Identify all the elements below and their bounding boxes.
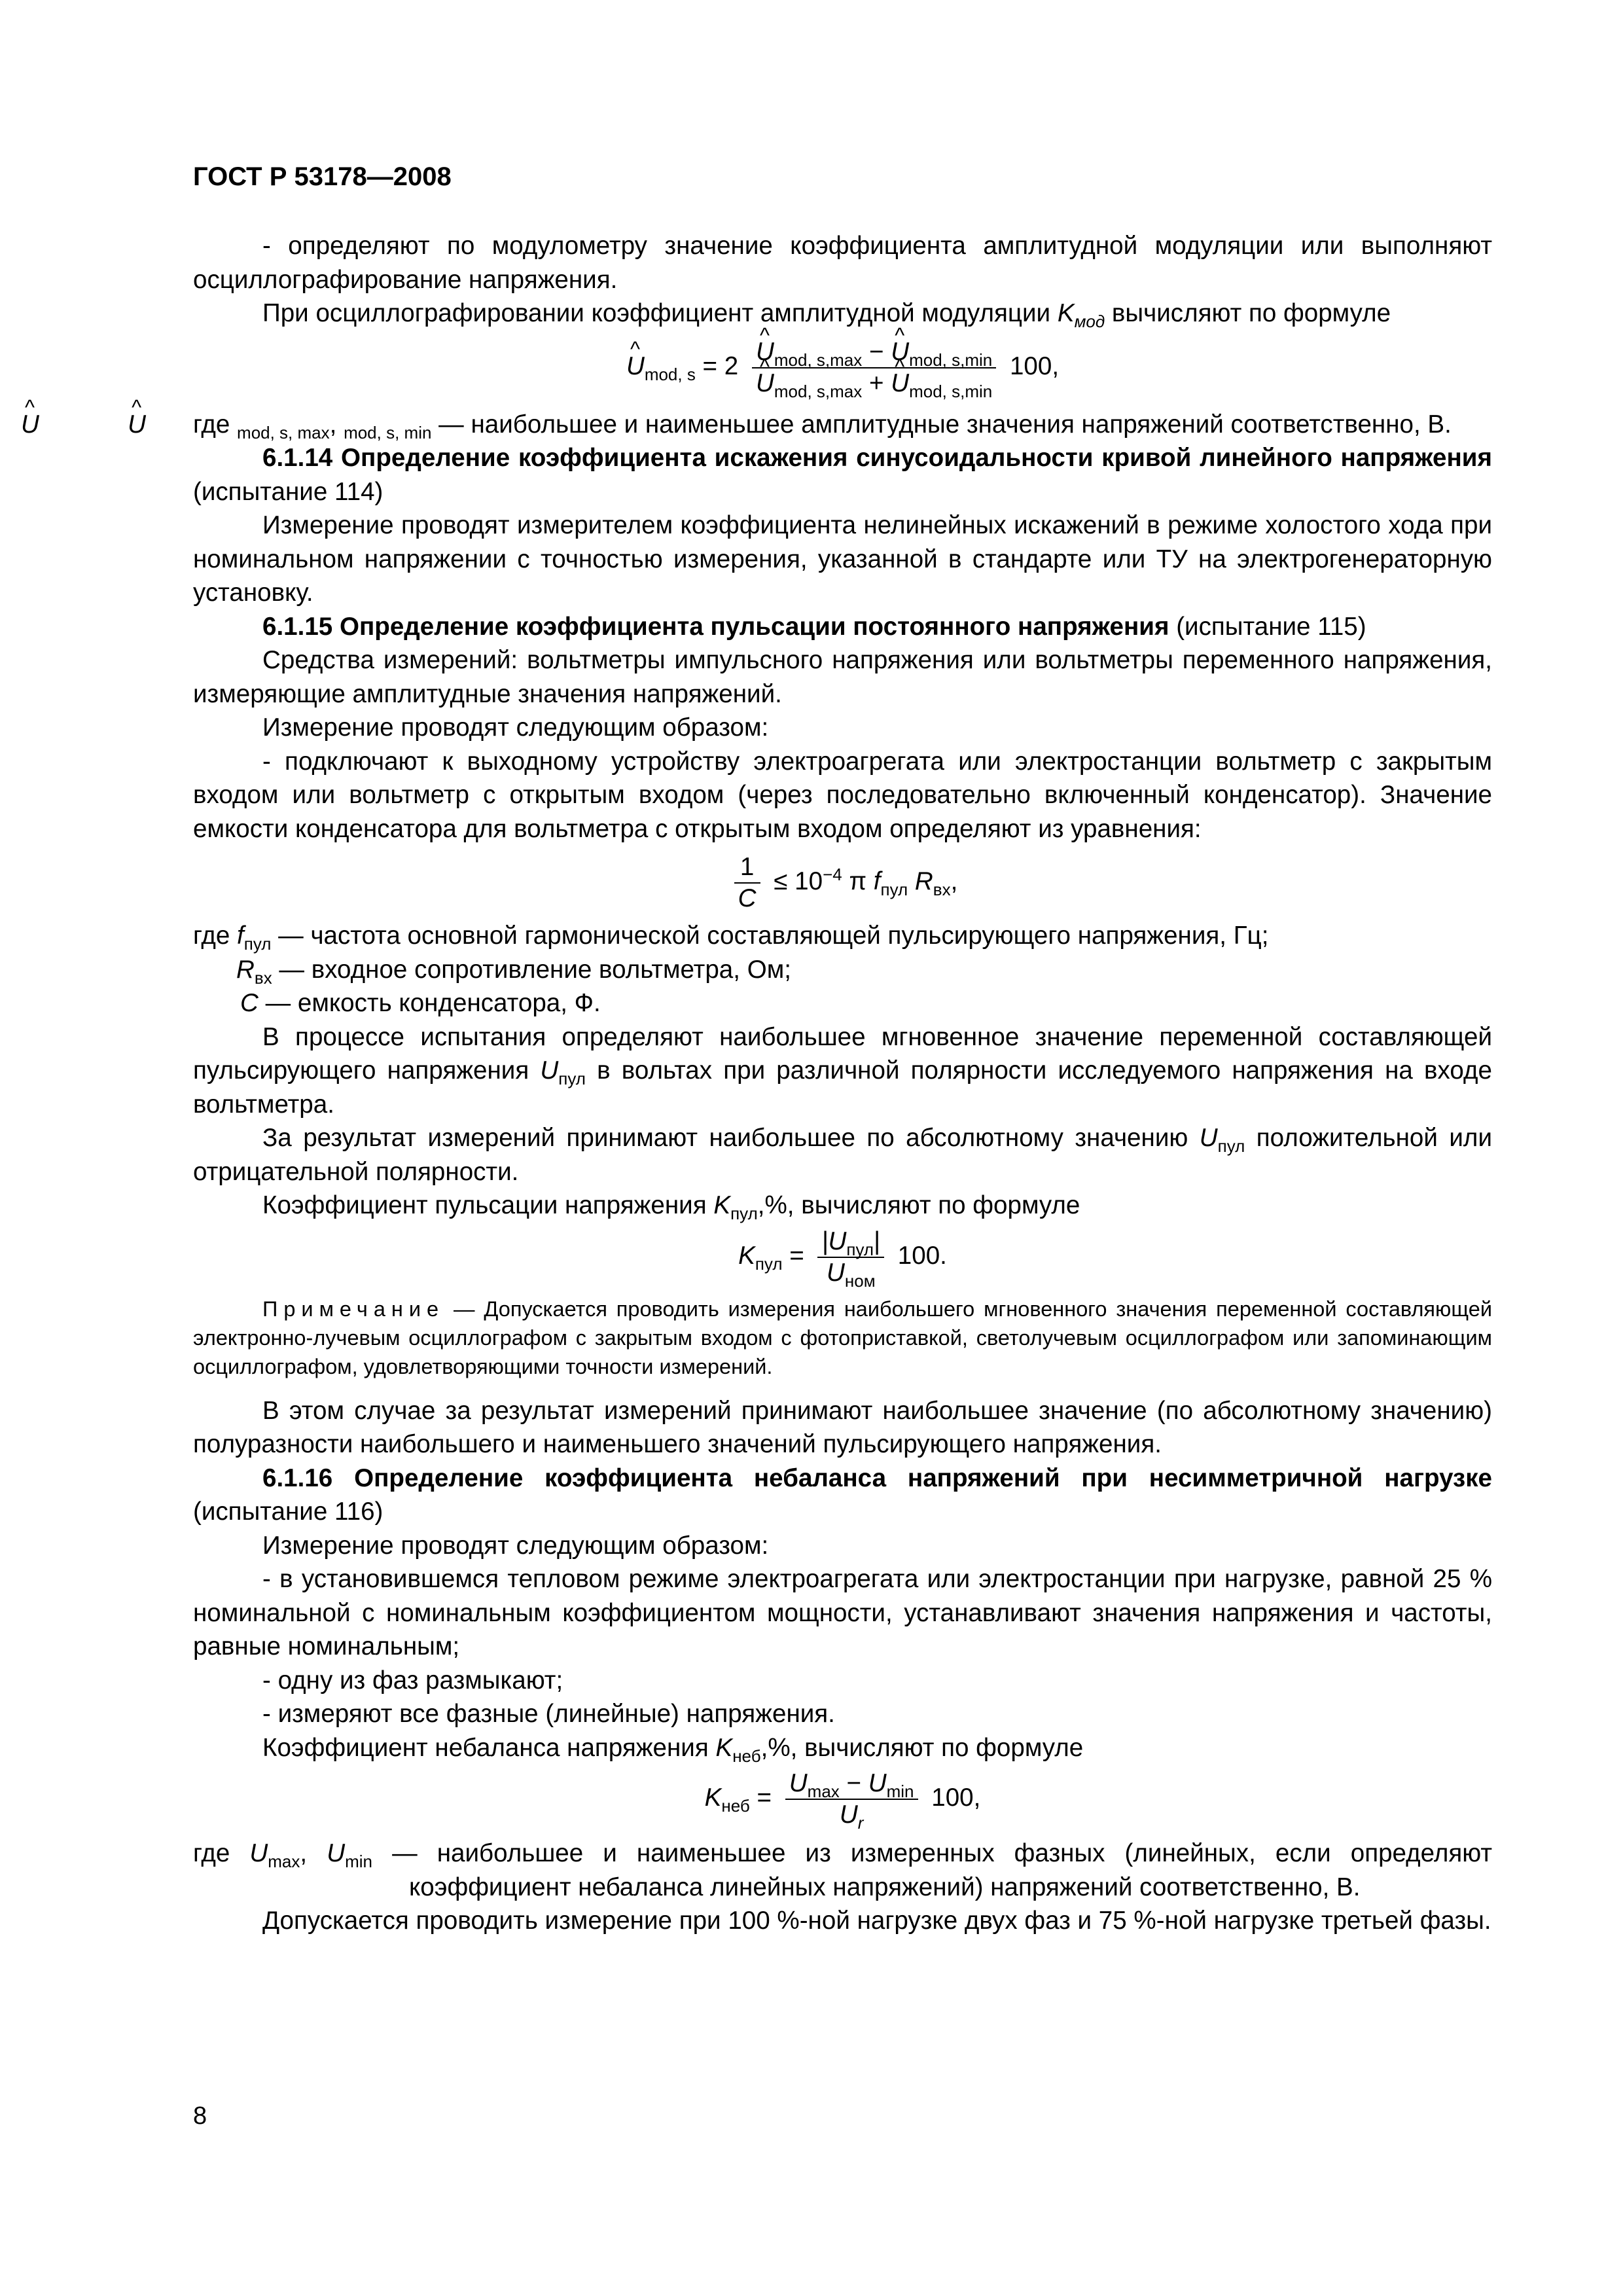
formula-imbalance: $K_{неб}$ = $\frac{U_{max} - U_{min}}{U_r}$ 100, (704, 1769, 981, 1833)
paragraph: Измерение проводят следующим образом: (262, 713, 769, 742)
document-header: ГОСТ Р 53178—2008 (193, 162, 452, 191)
paragraph: - определяют по модулометру значение коэффициента амплитудной модуляции или выполняют осциллографирование напряжения. (193, 232, 1492, 294)
where-clause: где U $_{mod, s, max}$, U $_{mod, s, min}$ — наибольшее и наименьшее амплитудные значения напряжений соответственно, В. (21, 410, 1452, 442)
paragraph: Коэффициент пульсации напряжения $K_{пул},\%$, вычисляют по формуле (262, 1191, 1080, 1223)
formula-capacitance: $\frac{1}{C}$ ≤ $10^{-4}$ π $f_{пул}$ $R_{вх}$, (193, 852, 1492, 914)
paragraph: Измерение проводят следующим образом: (262, 1531, 769, 1560)
paragraph: - измеряют все фазные (линейные) напряжения. (262, 1700, 835, 1728)
formula-modulation: ^ $U_{mod, s} = 2$ ^ $U_{mod, s,max}$ − ^ $U_{mod, s,min}$ ^ $U_{mod, s,max}$ + ^ $U_{mod, s,min}$ 100, (193, 337, 1492, 399)
paragraph: - одну из фаз размыкают; (262, 1666, 563, 1695)
paragraph: Средства измерений: вольтметры импульсного напряжения или вольтметры переменного напряжения, измеряющие амплитудные значения напряжений. (193, 646, 1492, 708)
where-clause: где $f_{пул}$ — частота основной гармонической составляющей пульсирующего напряжения, Гц; (193, 922, 1269, 954)
section-heading-6-1-14: 6.1.14 Определение коэффициента искажения синусоидальности кривой линейного напряжения (испытание 114) (193, 444, 1492, 506)
section-heading-6-1-16: 6.1.16 Определение коэффициента небаланса напряжений при несимметричной нагрузке (испытание 116) (193, 1463, 1492, 1526)
where-clause: где $U_{max}$, $U_{min}$ — наибольшее и наименьшее из измеренных фазных (линейных, если определяют коэффициент небаланса линейных напряжений) напряжений соответственно, В. (193, 1839, 1493, 1901)
paragraph: В процессе испытания определяют наибольшее мгновенное значение переменной составляющей пульсирующего напряжения $U_{пул}$ в вольтах при различной полярности исследуемого напряжения на входе вольтметра. (193, 1022, 1492, 1119)
paragraph: В этом случае за результат измерений принимают наибольшее значение (по абсолютному значению) полуразности наибольшего и наименьшего значений пульсирующего напряжения. (193, 1396, 1492, 1458)
fraction: ^ $U_{mod, s,max}$ − ^ $U_{mod, s,min}$ ^ $U_{mod, s,max}$ + ^ $U_{mod, s,min}$ (752, 337, 996, 399)
paragraph: - в установившемся тепловом режиме электроагрегата или электростанции при нагрузке, равной 25 % номинальной с номинальным коэффициентом мощности, устанавливают значения напряжения и частоты, равные номинальным; (193, 1565, 1492, 1660)
formula-ripple: $K_{пул}$ = $\frac{|U_{пул}|}{U_{ном}}$ 100. (738, 1227, 947, 1291)
paragraph: За результат измерений принимают наибольшее по абсолютному значению $U_{пул}$ положительной или отрицательной полярности. (193, 1124, 1492, 1186)
paragraph: Измерение проводят измерителем коэффициента нелинейных искажений в режиме холостого хода при номинальном напряжении с точностью измерения, указанной в стандарте или ТУ на электрогенераторную установку. (193, 511, 1492, 607)
where-clause: $R_{вх}$ — входное сопротивление вольтметра, Ом; (236, 955, 791, 988)
paragraph: При осциллографировании коэффициент амплитудной модуляции $K_{мод}$ вычисляют по формуле (262, 299, 1391, 331)
page-number: 8 (193, 2102, 207, 2130)
fraction: $\frac{|U_{пул}|}{U_{ном}}$ (817, 1227, 884, 1288)
paragraph: Коэффициент небаланса напряжения $K_{неб},\%$, вычисляют по формуле (262, 1733, 1084, 1766)
fraction: $\frac{1}{C}$ (734, 852, 760, 914)
fraction: $\frac{U_{max} - U_{min}}{U_r}$ (785, 1768, 918, 1830)
where-clause: C — емкость конденсатора, Ф. (240, 989, 601, 1017)
note: Примечание — Допускается проводить измерения наибольшего мгновенного значения переменной составляющей электронно-лучевым осциллографом с закрытым входом с фотоприставкой, светолучевым осциллографом или запоминающим осциллографом, удовлетворяющими точности измерений. (193, 1297, 1492, 1378)
paragraph: - подключают к выходному устройству электроагрегата или электростанции вольтметр с закрытым входом или вольтметр с открытым входом (через последовательно включенный конденсатор). Значение емкости конденсатора для вольтметра с открытым входом определяют из уравнения: (193, 747, 1492, 843)
section-heading-6-1-15: 6.1.15 Определение коэффициента пульсации постоянного напряжения (испытание 115) (262, 612, 1366, 641)
document-body (21, 229, 1493, 1938)
paragraph: Допускается проводить измерение при 100 %-ной нагрузке двух фаз и 75 %-ной нагрузке третьей фазы. (262, 1907, 1491, 1935)
